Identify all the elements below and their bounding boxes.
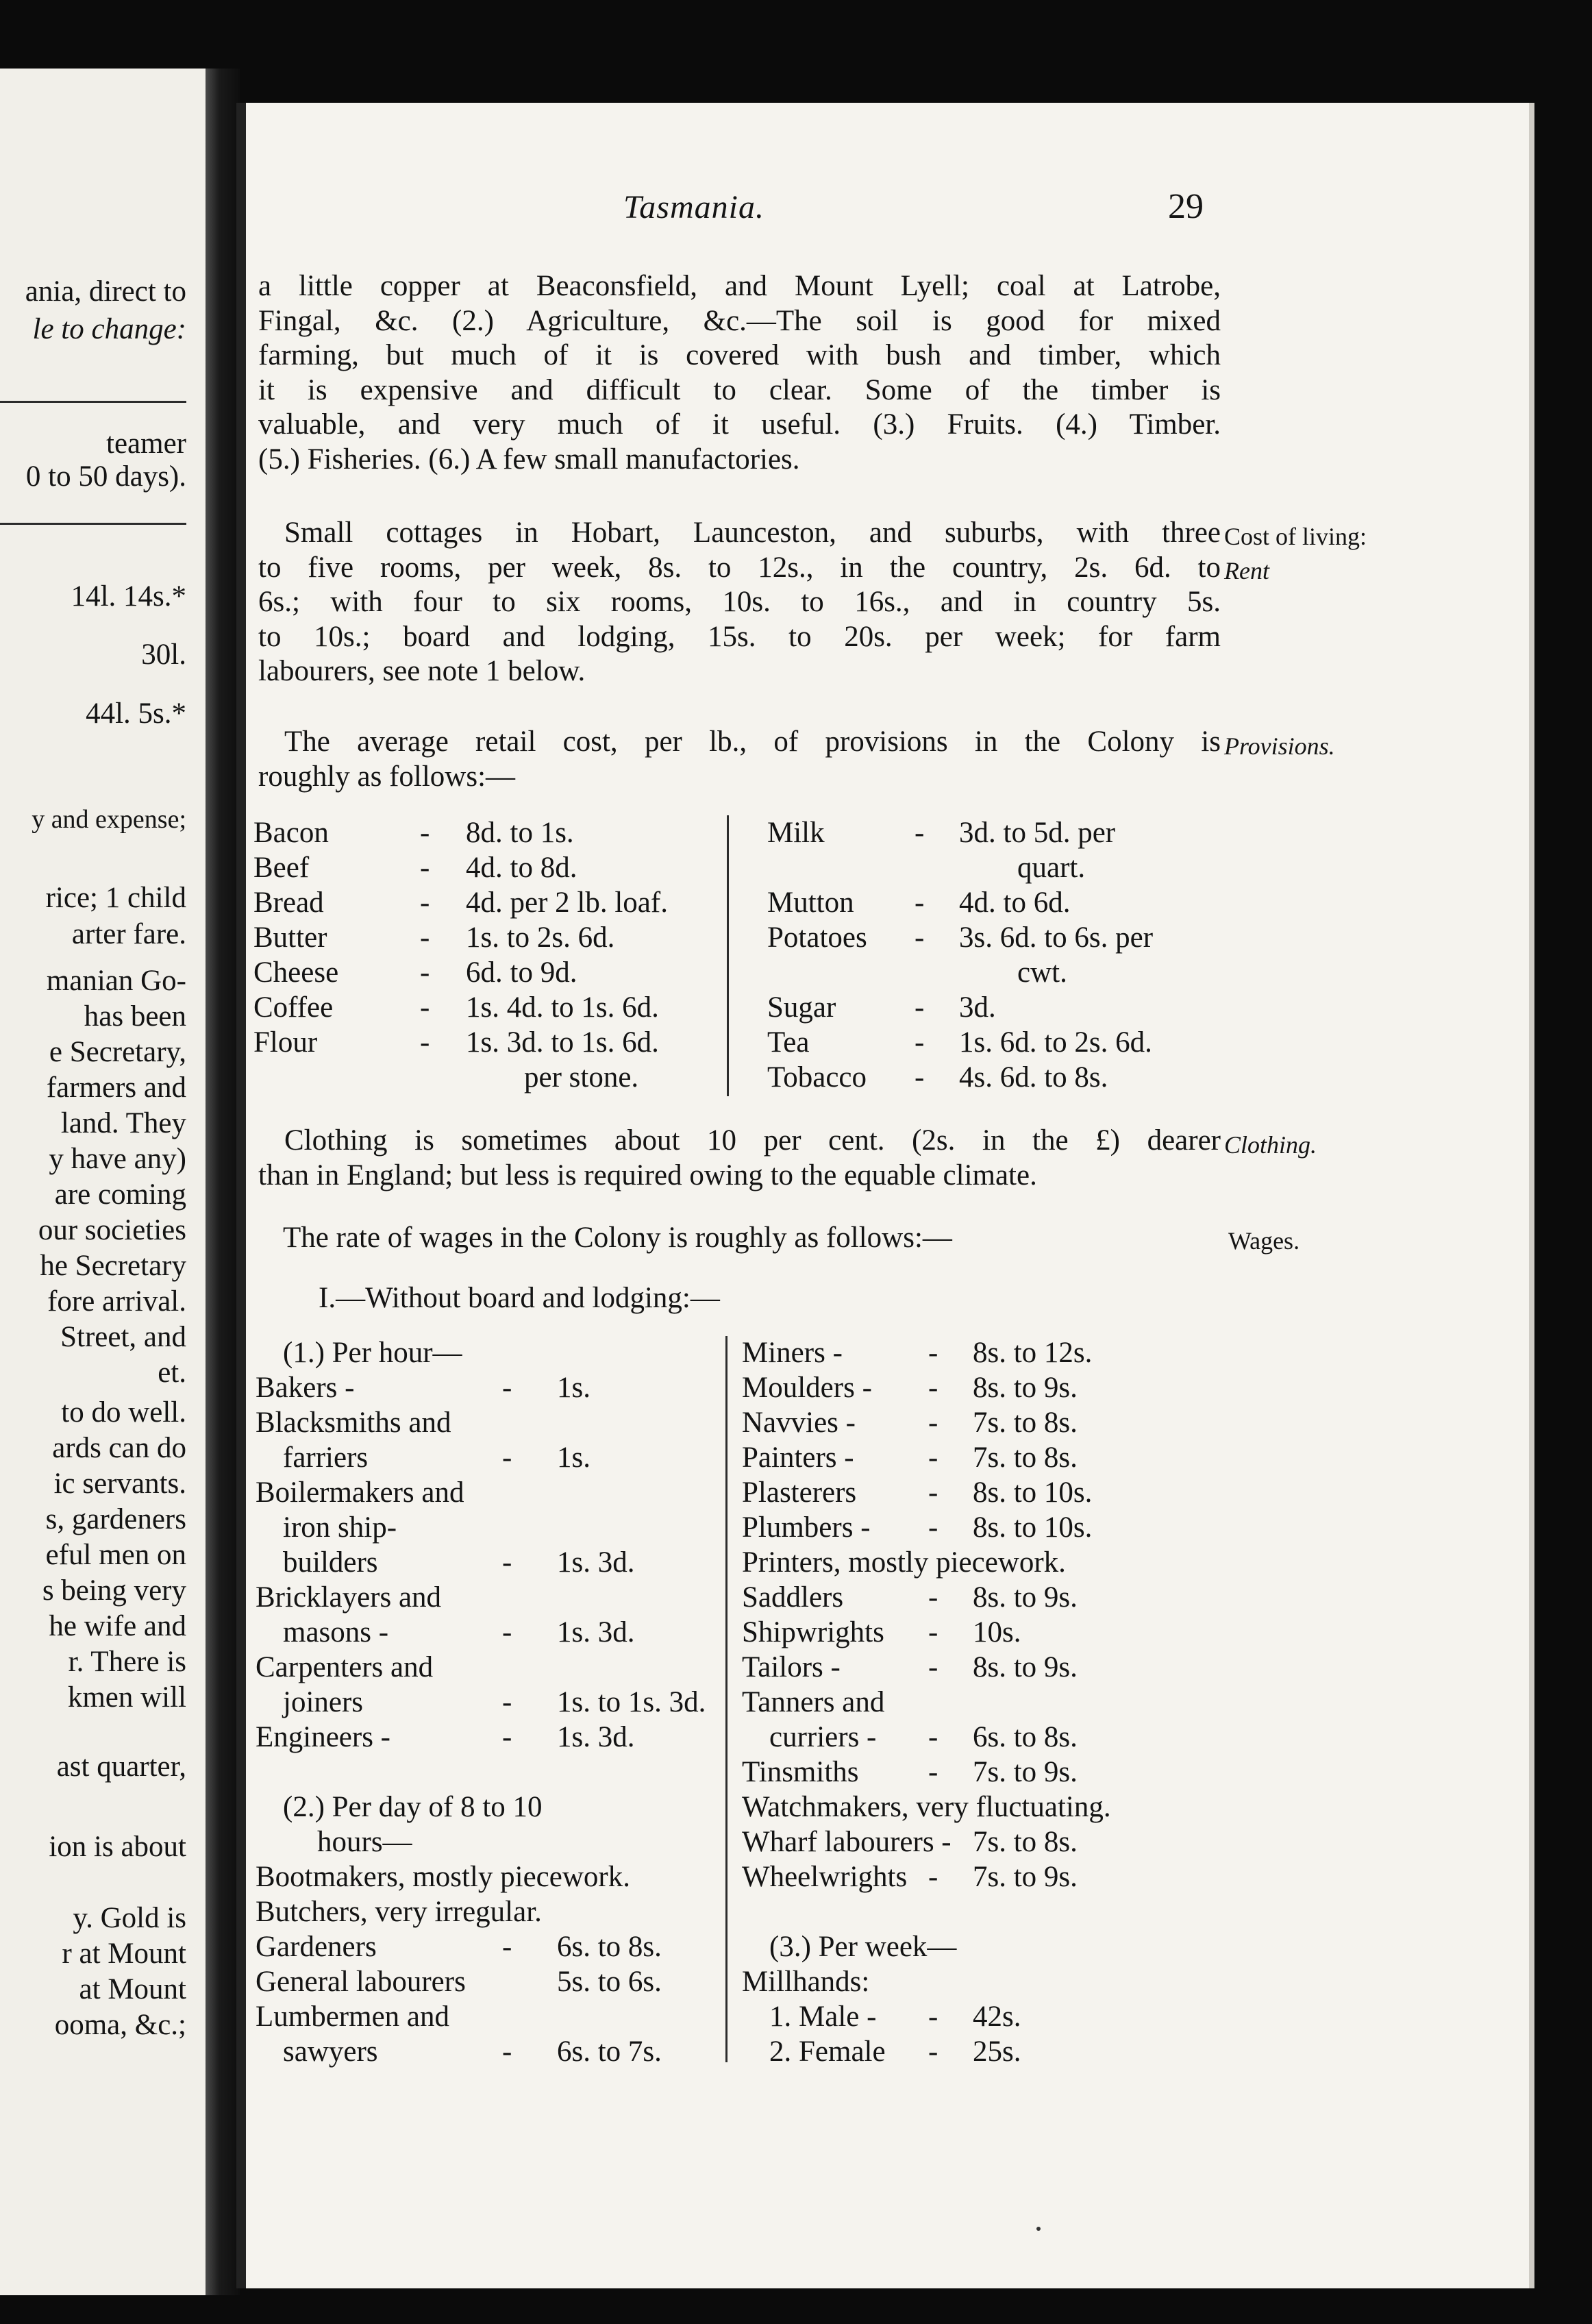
wage-item: Engineers - — [256, 1721, 391, 1753]
wage-item: Tinsmiths — [742, 1756, 859, 1788]
wage-price: 7s. to 8s. — [973, 1826, 1078, 1858]
wage-price: 1s. 3d. — [557, 1616, 635, 1648]
text-line: Small cottages in Hobart, Launceston, and suburbs, with three — [284, 517, 1221, 549]
provision-price: 3d. to 5d. per — [959, 817, 1116, 849]
prev-page-line: farmers and — [46, 1072, 186, 1104]
wage-item: masons - — [283, 1616, 389, 1648]
wage-item: 1. Male - — [769, 2001, 877, 2033]
provision-dash: - — [420, 817, 430, 849]
wage-item: (2.) Per day of 8 to 10 — [283, 1791, 543, 1823]
prev-page-line: r at Mount — [62, 1938, 186, 1970]
wages-section-heading: I.—Without board and lodging:— — [319, 1282, 720, 1314]
provision-dash: - — [915, 887, 925, 919]
prev-page-line: 0 to 50 days). — [25, 460, 186, 493]
prev-page-line: he wife and — [49, 1610, 186, 1642]
margin-note-cost-of-living: Cost of living: — [1224, 523, 1367, 550]
prev-page-line: kmen will — [67, 1681, 186, 1714]
wage-price: 7s. to 8s. — [973, 1407, 1078, 1439]
prev-page-line: at Mount — [79, 1973, 186, 2005]
text-line: Clothing is sometimes about 10 per cent. (2s. in the £) dearer — [284, 1124, 1221, 1157]
wage-price: 7s. to 9s. — [973, 1861, 1078, 1893]
provision-item: Tea — [767, 1026, 810, 1059]
wage-item: curriers - — [769, 1721, 877, 1753]
wage-dash: - — [928, 2001, 938, 2033]
wage-dash: - — [928, 1581, 938, 1614]
wage-item: Carpenters and — [256, 1651, 434, 1683]
wage-item: iron ship- — [283, 1511, 397, 1544]
prev-page-line: ast quarter, — [56, 1751, 186, 1783]
text-line: than in England; but less is required owing to the equable climate. — [258, 1159, 1037, 1191]
text-line: farming, but much of it is covered with bush and timber, which — [258, 339, 1221, 371]
wage-item: Plasterers — [742, 1476, 857, 1509]
wage-price: 8s. to 10s. — [973, 1511, 1093, 1544]
text-line: valuable, and very much of it useful. (3.) Fruits. (4.) Timber. — [258, 408, 1221, 441]
wage-dash: - — [502, 1721, 512, 1753]
prev-page-line: eful men on — [45, 1539, 186, 1571]
wage-dash: - — [502, 1616, 512, 1648]
wage-item: General labourers — [256, 1966, 466, 1998]
text-line: Fingal, &c. (2.) Agriculture, &c.—The soil is good for mixed — [258, 304, 1221, 337]
wage-item: sawyers — [283, 2036, 378, 2068]
prev-page-line: et. — [158, 1357, 186, 1389]
prev-page-line: manian Go- — [46, 965, 186, 997]
wage-item: hours— — [317, 1826, 412, 1858]
wage-price: 1s. to 1s. 3d. — [557, 1686, 706, 1718]
provisions-table — [236, 815, 1223, 1103]
wage-item: 2. Female — [769, 2036, 886, 2068]
margin-note-rent: Rent — [1224, 557, 1269, 584]
prev-page-line: y and expense; — [32, 805, 186, 834]
provision-item: Cheese — [253, 956, 339, 989]
provision-item: Milk — [767, 817, 825, 849]
wage-dash: - — [928, 1476, 938, 1509]
provision-price: 4s. 6d. to 8s. — [959, 1061, 1108, 1093]
wage-dash: - — [928, 1372, 938, 1404]
wages-table — [236, 1336, 1223, 2068]
prev-page-rule — [0, 401, 186, 403]
prev-page-line: ic servants. — [53, 1468, 186, 1500]
wage-price: 42s. — [973, 2001, 1021, 2033]
wage-dash: - — [928, 1721, 938, 1753]
wages-column-divider — [725, 1336, 727, 2062]
text-line: a little copper at Beaconsfield, and Mount Lyell; coal at Latrobe, — [258, 270, 1221, 302]
prev-page-line: Street, and — [60, 1321, 186, 1353]
provision-dash: - — [915, 817, 925, 849]
wage-item: (1.) Per hour— — [283, 1337, 462, 1369]
provision-price: 1s. 4d. to 1s. 6d. — [466, 991, 659, 1024]
prev-page-line: rice; 1 child — [45, 882, 186, 914]
wage-price: 8s. to 12s. — [973, 1337, 1093, 1369]
wage-price: 10s. — [973, 1616, 1021, 1648]
wage-dash: - — [928, 1756, 938, 1788]
intro-paragraph — [258, 269, 1221, 477]
wage-item: Saddlers — [742, 1581, 844, 1614]
provision-dash: - — [420, 991, 430, 1024]
wage-dash: - — [502, 1686, 512, 1718]
wage-price: 8s. to 10s. — [973, 1476, 1093, 1509]
provision-price-continued: per stone. — [524, 1061, 639, 1093]
provision-price: 4d. to 8d. — [466, 852, 577, 884]
wage-dash: - — [502, 1372, 512, 1404]
wage-dash: - — [928, 1861, 938, 1893]
provision-dash: - — [915, 922, 925, 954]
wage-price: 6s. to 8s. — [973, 1721, 1078, 1753]
provision-price: 1s. 6d. to 2s. 6d. — [959, 1026, 1152, 1059]
prev-page-line: he Secretary — [40, 1250, 186, 1282]
wage-item: (3.) Per week— — [769, 1931, 957, 1963]
wage-price: 1s. 3d. — [557, 1546, 635, 1579]
prev-page-line: ooma, &c.; — [54, 2009, 186, 2041]
provision-item: Tobacco — [767, 1061, 867, 1093]
provision-dash: - — [915, 1061, 925, 1093]
wage-dash: - — [928, 1407, 938, 1439]
wage-item: Painters - — [742, 1442, 854, 1474]
wage-item: Butchers, very irregular. — [256, 1896, 542, 1928]
wage-item: Bricklayers and — [256, 1581, 442, 1614]
prev-page-line: ania, direct to — [25, 275, 186, 308]
provision-price: 1s. to 2s. 6d. — [466, 922, 615, 954]
prev-page-line: are coming — [54, 1178, 186, 1211]
provision-price: 6d. to 9d. — [466, 956, 577, 989]
wage-item: Blacksmiths and — [256, 1407, 451, 1439]
provision-item: Flour — [253, 1026, 318, 1059]
prev-page-line: has been — [84, 1000, 186, 1033]
provision-price: 8d. to 1s. — [466, 817, 574, 849]
wage-dash: - — [502, 2036, 512, 2068]
text-line: The average retail cost, per lb., of provisions in the Colony is — [284, 726, 1221, 758]
wage-item: joiners — [283, 1686, 364, 1718]
ink-speck — [1036, 2227, 1041, 2231]
wage-price: 7s. to 9s. — [973, 1756, 1078, 1788]
provision-dash: - — [915, 991, 925, 1024]
provision-price: 1s. 3d. to 1s. 6d. — [466, 1026, 659, 1059]
text-line: it is expensive and difficult to clear. Some of the timber is — [258, 373, 1221, 406]
wage-price: 1s. — [557, 1372, 590, 1404]
provision-item: Mutton — [767, 887, 854, 919]
wage-dash: - — [928, 1442, 938, 1474]
wage-item: Navvies - — [742, 1407, 856, 1439]
wage-item: Wharf labourers - — [742, 1826, 952, 1858]
provision-dash: - — [420, 922, 430, 954]
wage-dash: - — [502, 1546, 512, 1579]
wage-item: Lumbermen and — [256, 2001, 449, 2033]
text-line: to five rooms, per week, 8s. to 12s., in the country, 2s. 6d. to — [258, 551, 1221, 584]
prev-page-line: arter fare. — [71, 918, 186, 950]
provision-price-continued: quart. — [1017, 852, 1086, 884]
provisions-paragraph — [258, 725, 1221, 794]
wage-dash: - — [502, 1442, 512, 1474]
provisions-column-divider — [727, 815, 729, 1096]
provision-dash: - — [420, 956, 430, 989]
margin-note-clothing: Clothing. — [1224, 1131, 1317, 1159]
provision-dash: - — [420, 887, 430, 919]
provision-price: 4d. per 2 lb. loaf. — [466, 887, 668, 919]
wage-item: Boilermakers and — [256, 1476, 464, 1509]
provision-item: Butter — [253, 922, 327, 954]
prev-page-line: y. Gold is — [73, 1902, 186, 1934]
prev-page-line: land. They — [60, 1107, 186, 1139]
wage-item: Tailors - — [742, 1651, 841, 1683]
page-number: 29 — [1168, 187, 1204, 226]
wage-item: Wheelwrights — [742, 1861, 908, 1893]
text-line: (5.) Fisheries. (6.) A few small manufactories. — [258, 443, 800, 475]
prev-page-line: le to change: — [32, 313, 186, 345]
wage-price: 6s. to 7s. — [557, 2036, 662, 2068]
wage-price: 5s. to 6s. — [557, 1966, 662, 1998]
provision-price: 3s. 6d. to 6s. per — [959, 922, 1154, 954]
book-page — [236, 103, 1534, 2288]
prev-page-line: 30l. — [141, 639, 186, 671]
wage-price: 7s. to 8s. — [973, 1442, 1078, 1474]
wage-item: Millhands: — [742, 1966, 870, 1998]
prev-page-line: y have any) — [49, 1143, 186, 1175]
wage-item: Plumbers - — [742, 1511, 871, 1544]
wage-item: builders — [283, 1546, 378, 1579]
wages-intro: The rate of wages in the Colony is roughly as follows:— — [283, 1222, 952, 1254]
provision-item: Bread — [253, 887, 324, 919]
wage-item: Bootmakers, mostly piecework. — [256, 1861, 630, 1893]
prev-page-line: 14l. 14s.* — [71, 580, 186, 613]
clothing-paragraph — [258, 1124, 1221, 1193]
wage-item: Moulders - — [742, 1372, 872, 1404]
wage-price: 25s. — [973, 2036, 1021, 2068]
margin-note-provisions: Provisions. — [1224, 732, 1335, 760]
wage-item: Tanners and — [742, 1686, 885, 1718]
text-line: labourers, see note 1 below. — [258, 655, 586, 687]
wage-dash: - — [928, 1616, 938, 1648]
wage-item: Miners - — [742, 1337, 843, 1369]
provision-item: Potatoes — [767, 922, 867, 954]
provision-item: Bacon — [253, 817, 329, 849]
provision-dash: - — [915, 1026, 925, 1059]
prev-page-line: e Secretary, — [49, 1036, 186, 1068]
prev-page-line: r. There is — [68, 1646, 186, 1678]
wage-price: 8s. to 9s. — [973, 1581, 1078, 1614]
wage-dash: - — [928, 1337, 938, 1369]
provision-price: 4d. to 6d. — [959, 887, 1071, 919]
wage-price: 1s. — [557, 1442, 590, 1474]
wage-item: Gardeners — [256, 1931, 377, 1963]
provision-price: 3d. — [959, 991, 996, 1024]
margin-note-wages: Wages. — [1228, 1227, 1300, 1254]
wage-item: Printers, mostly piecework. — [742, 1546, 1066, 1579]
wage-item: Watchmakers, very fluctuating. — [742, 1791, 1111, 1823]
wage-price: 1s. 3d. — [557, 1721, 635, 1753]
provision-price-continued: cwt. — [1017, 956, 1067, 989]
provision-dash: - — [420, 852, 430, 884]
wage-dash: - — [928, 2036, 938, 2068]
prev-page-line: s, gardeners — [45, 1503, 186, 1535]
wage-price: 6s. to 8s. — [557, 1931, 662, 1963]
text-line: to 10s.; board and lodging, 15s. to 20s. per week; for farm — [258, 620, 1221, 653]
cost-of-living-paragraph — [258, 516, 1221, 689]
prev-page-line: s being very — [42, 1574, 186, 1607]
prev-page-line: 44l. 5s.* — [86, 697, 186, 730]
wage-item: Bakers - — [256, 1372, 355, 1404]
wage-dash: - — [928, 1511, 938, 1544]
prev-page-line: teamer — [106, 428, 186, 460]
prev-page-line: our societies — [38, 1214, 186, 1246]
prev-page-line: ards can do — [52, 1432, 186, 1464]
wage-dash: - — [928, 1651, 938, 1683]
wage-price: 8s. to 9s. — [973, 1372, 1078, 1404]
text-line: roughly as follows:— — [258, 760, 516, 793]
running-title: Tasmania. — [623, 189, 764, 225]
provision-item: Coffee — [253, 991, 334, 1024]
book-gutter — [206, 69, 240, 2295]
wage-item: Shipwrights — [742, 1616, 884, 1648]
provision-item: Beef — [253, 852, 310, 884]
provision-item: Sugar — [767, 991, 836, 1024]
prev-page-line: fore arrival. — [47, 1285, 186, 1318]
previous-page-fragment — [0, 69, 206, 2295]
text-line: 6s.; with four to six rooms, 10s. to 16s., and in country 5s. — [258, 586, 1221, 618]
prev-page-line: ion is about — [49, 1831, 186, 1863]
prev-page-rule — [0, 523, 186, 525]
wage-price: 8s. to 9s. — [973, 1651, 1078, 1683]
wage-item: farriers — [283, 1442, 369, 1474]
provision-dash: - — [420, 1026, 430, 1059]
page-edge — [1529, 103, 1534, 2288]
wage-dash: - — [502, 1931, 512, 1963]
prev-page-line: to do well. — [61, 1396, 186, 1429]
